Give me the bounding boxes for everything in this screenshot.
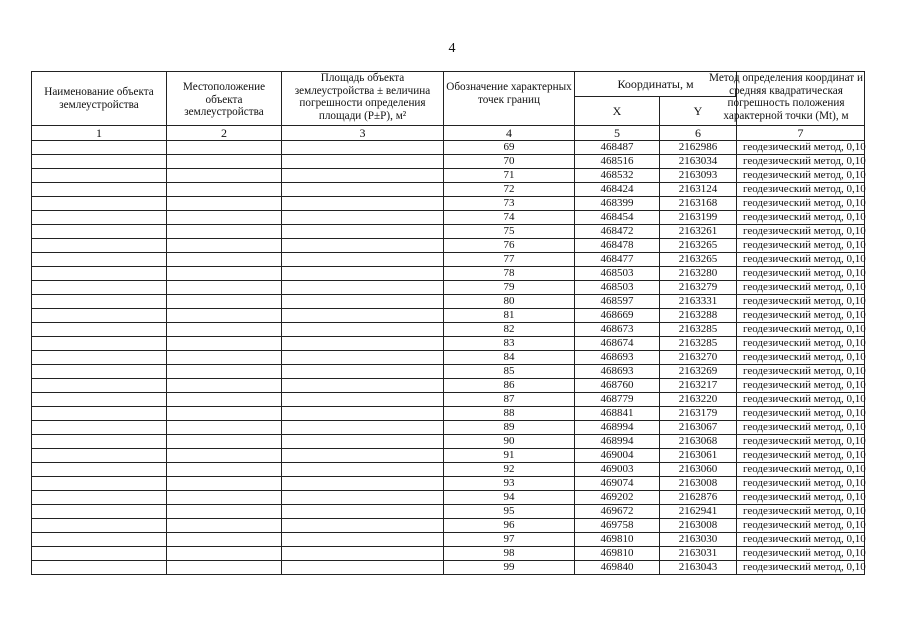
cell-area [282,337,444,351]
cell-object-name [32,337,167,351]
cell-object-name [32,351,167,365]
cell-object-name [32,561,167,575]
cell-y: 2163061 [660,449,737,463]
table-row [32,211,865,225]
table-row [32,477,865,491]
cell-method: геодезический метод, 0,10 [737,155,865,169]
cell-point-number: 93 [444,477,575,491]
table-row [32,393,865,407]
cell-location [167,477,282,491]
cell-point-number: 87 [444,393,575,407]
cell-location [167,505,282,519]
cell-point-number: 83 [444,337,575,351]
cell-location [167,141,282,155]
header-object-name: Наименование объекта землеустройства [32,72,167,126]
cell-location [167,393,282,407]
cell-object-name [32,183,167,197]
cell-object-name [32,225,167,239]
cell-point-number: 92 [444,463,575,477]
table-row [32,267,865,281]
cell-method: геодезический метод, 0,10 [737,379,865,393]
cell-area [282,421,444,435]
cell-area [282,547,444,561]
cell-method: геодезический метод, 0,10 [737,449,865,463]
cell-method: геодезический метод, 0,10 [737,407,865,421]
table-row [32,253,865,267]
column-number: 1 [32,126,167,141]
cell-method: геодезический метод, 0,10 [737,505,865,519]
cell-object-name [32,491,167,505]
cell-object-name [32,169,167,183]
cell-x: 468693 [575,365,660,379]
cell-area [282,379,444,393]
cell-location [167,365,282,379]
table-row [32,309,865,323]
table-row [32,351,865,365]
cell-object-name [32,379,167,393]
cell-y: 2163168 [660,197,737,211]
cell-area [282,225,444,239]
cell-y: 2163265 [660,253,737,267]
cell-area [282,183,444,197]
cell-object-name [32,463,167,477]
cell-method: геодезический метод, 0,10 [737,561,865,575]
header-coordinates: Координаты, м [575,72,737,97]
cell-object-name [32,323,167,337]
cell-area [282,505,444,519]
cell-location [167,183,282,197]
cell-y: 2163261 [660,225,737,239]
cell-point-number: 80 [444,295,575,309]
cell-point-number: 85 [444,365,575,379]
cell-location [167,407,282,421]
cell-method: геодезический метод, 0,10 [737,463,865,477]
header-area: Площадь объекта землеустройства ± величина погрешности определения площади (P±P), м² [282,72,444,126]
cell-y: 2163031 [660,547,737,561]
table-row [32,239,865,253]
cell-x: 469004 [575,449,660,463]
cell-point-number: 74 [444,211,575,225]
cell-method: геодезический метод, 0,10 [737,169,865,183]
cell-method: геодезический метод, 0,10 [737,519,865,533]
cell-point-number: 89 [444,421,575,435]
cell-x: 468503 [575,281,660,295]
cell-object-name [32,435,167,449]
cell-area [282,435,444,449]
cell-x: 468424 [575,183,660,197]
cell-point-number: 88 [444,407,575,421]
header-point-designation: Обозначение характерных точек границ [444,72,575,126]
table-row [32,281,865,295]
cell-point-number: 82 [444,323,575,337]
table-row [32,421,865,435]
cell-point-number: 81 [444,309,575,323]
table-row [32,183,865,197]
cell-object-name [32,281,167,295]
cell-y: 2163034 [660,155,737,169]
cell-y: 2163124 [660,183,737,197]
coordinates-table [31,71,865,575]
cell-object-name [32,533,167,547]
cell-y: 2163067 [660,421,737,435]
cell-point-number: 72 [444,183,575,197]
cell-object-name [32,253,167,267]
table-row [32,547,865,561]
cell-point-number: 79 [444,281,575,295]
cell-method: геодезический метод, 0,10 [737,547,865,561]
cell-method: геодезический метод, 0,10 [737,337,865,351]
cell-y: 2163270 [660,351,737,365]
table-row [32,561,865,575]
cell-x: 469810 [575,547,660,561]
cell-method: геодезический метод, 0,10 [737,239,865,253]
cell-x: 468532 [575,169,660,183]
cell-area [282,463,444,477]
cell-point-number: 75 [444,225,575,239]
cell-location [167,267,282,281]
cell-area [282,211,444,225]
cell-x: 468841 [575,407,660,421]
table-row [32,295,865,309]
cell-location [167,225,282,239]
cell-y: 2163285 [660,323,737,337]
cell-x: 469202 [575,491,660,505]
table-row [32,337,865,351]
cell-location [167,239,282,253]
cell-y: 2163288 [660,309,737,323]
cell-object-name [32,505,167,519]
cell-x: 468994 [575,435,660,449]
cell-point-number: 86 [444,379,575,393]
cell-location [167,155,282,169]
cell-y: 2163331 [660,295,737,309]
cell-method: геодезический метод, 0,10 [737,435,865,449]
cell-x: 469003 [575,463,660,477]
cell-area [282,197,444,211]
cell-x: 468487 [575,141,660,155]
cell-point-number: 91 [444,449,575,463]
cell-area [282,309,444,323]
column-number: 2 [167,126,282,141]
cell-x: 469840 [575,561,660,575]
cell-area [282,365,444,379]
cell-y: 2163068 [660,435,737,449]
cell-method: геодезический метод, 0,10 [737,309,865,323]
cell-x: 468503 [575,267,660,281]
cell-location [167,323,282,337]
cell-area [282,561,444,575]
cell-object-name [32,309,167,323]
cell-method: геодезический метод, 0,10 [737,421,865,435]
cell-object-name [32,477,167,491]
cell-object-name [32,239,167,253]
column-number: 3 [282,126,444,141]
table-body [32,141,865,575]
cell-point-number: 90 [444,435,575,449]
cell-y: 2163280 [660,267,737,281]
cell-location [167,281,282,295]
cell-y: 2163179 [660,407,737,421]
cell-y: 2163285 [660,337,737,351]
table-row [32,365,865,379]
cell-y: 2162941 [660,505,737,519]
cell-location [167,547,282,561]
cell-point-number: 99 [444,561,575,575]
cell-y: 2163220 [660,393,737,407]
cell-x: 468760 [575,379,660,393]
cell-y: 2163093 [660,169,737,183]
cell-x: 468478 [575,239,660,253]
cell-object-name [32,295,167,309]
cell-area [282,253,444,267]
cell-x: 468516 [575,155,660,169]
cell-point-number: 96 [444,519,575,533]
cell-location [167,463,282,477]
cell-x: 468674 [575,337,660,351]
cell-point-number: 69 [444,141,575,155]
cell-area [282,295,444,309]
table-row [32,435,865,449]
cell-area [282,267,444,281]
cell-x: 469074 [575,477,660,491]
cell-method: геодезический метод, 0,10 [737,211,865,225]
cell-x: 468693 [575,351,660,365]
cell-area [282,477,444,491]
cell-y: 2162986 [660,141,737,155]
cell-x: 468477 [575,253,660,267]
cell-location [167,561,282,575]
header-method [709,72,865,126]
cell-location [167,519,282,533]
table-row [32,463,865,477]
cell-area [282,491,444,505]
cell-area [282,281,444,295]
cell-point-number: 84 [444,351,575,365]
cell-method: геодезический метод, 0,10 [737,225,865,239]
cell-x: 468669 [575,309,660,323]
cell-y: 2163279 [660,281,737,295]
cell-location [167,351,282,365]
header-method-text: Метод определения координат и средняя квадратическая погрешность положения характерной точки (Mt), м [709,72,863,122]
cell-x: 468597 [575,295,660,309]
cell-x: 468994 [575,421,660,435]
cell-object-name [32,393,167,407]
table-row [32,155,865,169]
cell-point-number: 73 [444,197,575,211]
cell-method: геодезический метод, 0,10 [737,393,865,407]
cell-method: геодезический метод, 0,10 [737,183,865,197]
cell-y: 2163043 [660,561,737,575]
cell-location [167,421,282,435]
cell-point-number: 77 [444,253,575,267]
cell-method: геодезический метод, 0,10 [737,295,865,309]
cell-x: 469810 [575,533,660,547]
cell-x: 468779 [575,393,660,407]
cell-location [167,449,282,463]
cell-area [282,239,444,253]
cell-method: геодезический метод, 0,10 [737,365,865,379]
table-row [32,449,865,463]
cell-y: 2163030 [660,533,737,547]
table-row [32,169,865,183]
cell-object-name [32,267,167,281]
table-row [32,379,865,393]
table-row [32,491,865,505]
header-location: Местоположение объекта землеустройства [167,72,282,126]
cell-area [282,519,444,533]
header-y: Y [660,97,737,126]
cell-method: геодезический метод, 0,10 [737,141,865,155]
table-row [32,533,865,547]
cell-y: 2163199 [660,211,737,225]
cell-point-number: 76 [444,239,575,253]
cell-method: геодезический метод, 0,10 [737,253,865,267]
cell-x: 469758 [575,519,660,533]
column-number: 5 [575,126,660,141]
cell-x: 468454 [575,211,660,225]
cell-object-name [32,421,167,435]
cell-location [167,169,282,183]
cell-object-name [32,211,167,225]
cell-object-name [32,407,167,421]
cell-location [167,491,282,505]
cell-object-name [32,141,167,155]
cell-method: геодезический метод, 0,10 [737,351,865,365]
cell-area [282,169,444,183]
cell-area [282,351,444,365]
cell-location [167,435,282,449]
cell-object-name [32,519,167,533]
cell-point-number: 94 [444,491,575,505]
cell-x: 468472 [575,225,660,239]
cell-area [282,407,444,421]
cell-location [167,211,282,225]
cell-area [282,323,444,337]
cell-point-number: 71 [444,169,575,183]
cell-x: 468399 [575,197,660,211]
cell-point-number: 98 [444,547,575,561]
cell-method: геодезический метод, 0,10 [737,197,865,211]
cell-location [167,309,282,323]
cell-location [167,295,282,309]
cell-method: геодезический метод, 0,10 [737,323,865,337]
cell-method: геодезический метод, 0,10 [737,533,865,547]
cell-x: 469672 [575,505,660,519]
cell-location [167,379,282,393]
cell-location [167,197,282,211]
cell-y: 2163008 [660,519,737,533]
cell-x: 468673 [575,323,660,337]
cell-object-name [32,449,167,463]
header-x: X [575,97,660,126]
cell-method: геодезический метод, 0,10 [737,477,865,491]
cell-object-name [32,365,167,379]
cell-y: 2163217 [660,379,737,393]
table-row [32,407,865,421]
cell-location [167,533,282,547]
table-header [32,72,865,141]
cell-point-number: 97 [444,533,575,547]
cell-point-number: 95 [444,505,575,519]
table-row [32,197,865,211]
table-row [32,519,865,533]
cell-point-number: 78 [444,267,575,281]
cell-method: геодезический метод, 0,10 [737,491,865,505]
cell-y: 2163060 [660,463,737,477]
cell-area [282,393,444,407]
cell-object-name [32,197,167,211]
cell-method: геодезический метод, 0,10 [737,281,865,295]
cell-y: 2163269 [660,365,737,379]
cell-y: 2163008 [660,477,737,491]
cell-area [282,449,444,463]
cell-area [282,533,444,547]
table-row [32,141,865,155]
page-number: 4 [448,41,456,56]
cell-area [282,141,444,155]
table-row [32,225,865,239]
column-number: 7 [737,126,865,141]
cell-y: 2163265 [660,239,737,253]
cell-point-number: 70 [444,155,575,169]
cell-location [167,337,282,351]
cell-area [282,155,444,169]
cell-method: геодезический метод, 0,10 [737,267,865,281]
cell-y: 2162876 [660,491,737,505]
table-row [32,505,865,519]
column-number: 4 [444,126,575,141]
cell-object-name [32,155,167,169]
cell-object-name [32,547,167,561]
column-number: 6 [660,126,737,141]
table-row [32,323,865,337]
cell-location [167,253,282,267]
column-numbers-row [32,126,865,141]
